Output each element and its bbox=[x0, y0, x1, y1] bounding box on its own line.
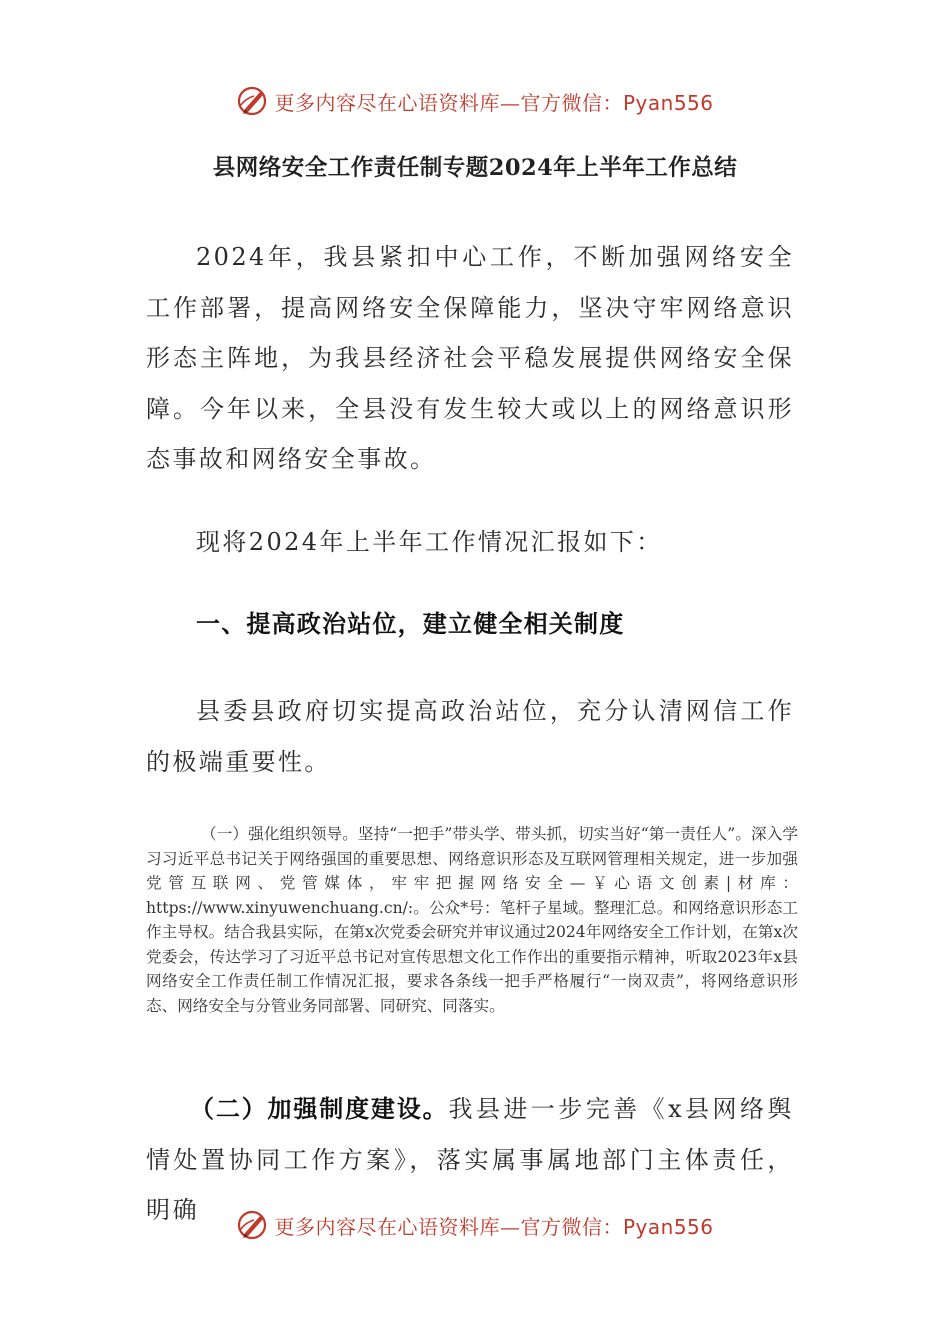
paragraph-intro: 2024年，我县紧扣中心工作，不断加强网络安全工作部署，提高网络安全保障能力，坚决守牢网络意识形态主阵地，为我县经济社会平稳发展提供网络安全保障。今年以来，全县没有发生较大或以上的网络意识形态事故和网络安全事故。 bbox=[146, 243, 794, 473]
header-banner bbox=[0, 84, 950, 118]
subheading-system-building: （二）加强制度建设。 bbox=[190, 1095, 449, 1123]
header-banner-text: 更多内容尽在心语资料库—官方微信：Pyan556 bbox=[274, 90, 714, 115]
paragraph-organization-leadership: （一）强化组织领导。坚持“一把手”带头学、带头抓，切实当好“第一责任人”。深入学习习近平总书记关于网络强国的重要思想、网络意识形态及互联网管理相关规定，进一步加强党管互联网、党管媒体，牢牢把握网络安全—￥心语文创素|材库：https://www.xinyuwenchuang.cn/:。公众*号：笔杆子星域。整理汇总。和网络意识形态工作主导权。结合我县实际，在第x次党委会研究并审议通过2024年网络安全工作计划，在第x次党委会，传达学习了习近平总书记对宣传思想文化工作作出的重要指示精神，听取2023年x县网络安全工作责任制工作情况汇报，要求各条线一把手严格履行“一岗双责”，将网络意识形态、网络安全与分管业务同部署、同研究、同落实。 bbox=[146, 825, 798, 1015]
paragraph-political-stance: 县委县政府切实提高政治站位，充分认清网信工作的极端重要性。 bbox=[146, 697, 794, 776]
footer-banner-text: 更多内容尽在心语资料库—官方微信：Pyan556 bbox=[274, 1214, 714, 1239]
section-heading-1: 一、提高政治站位，建立健全相关制度 bbox=[196, 610, 625, 638]
pen-logo-icon bbox=[236, 84, 270, 118]
system-building-text: 我县进一步完善《x县网络舆情处置协同工作方案》，落实属事属地部门主体责任，明确 bbox=[146, 1095, 794, 1224]
footer-banner bbox=[0, 1208, 950, 1242]
pen-logo-icon bbox=[236, 1208, 270, 1242]
paragraph-report-intro: 现将2024年上半年工作情况汇报如下： bbox=[196, 528, 663, 556]
document-title: 县网络安全工作责任制专题2024年上半年工作总结 bbox=[212, 155, 738, 181]
